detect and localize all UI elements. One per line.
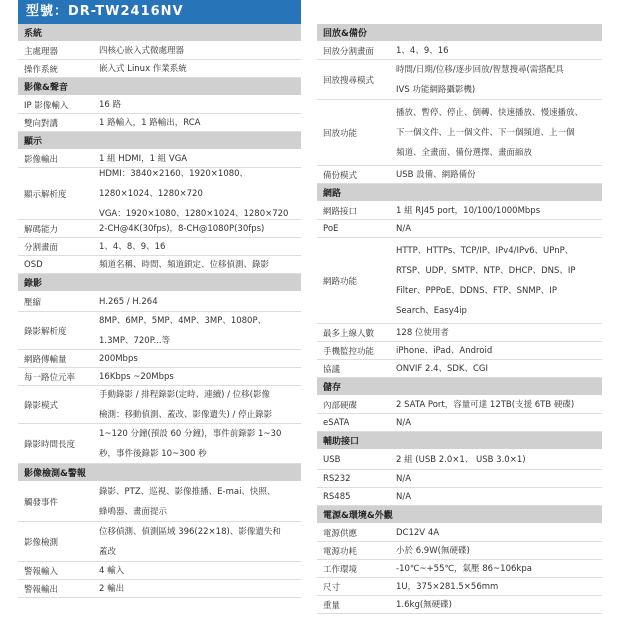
spec-row — [18, 350, 301, 368]
spec-label: 每一路位元率 — [24, 372, 76, 383]
spec-row — [317, 414, 602, 432]
spec-value — [99, 482, 279, 522]
spec-row — [18, 114, 301, 132]
spec-row — [317, 220, 602, 238]
spec-row — [18, 220, 301, 238]
spec-label: 回放功能 — [323, 128, 358, 139]
spec-value-line: HTTP、HTTPs、TCP/IP、IPv4/IPv6、UPnP、 — [396, 245, 574, 256]
spec-value-line: 1U，375×281.5×56mm — [396, 581, 499, 592]
spec-row — [317, 238, 602, 324]
section-header: 輔助接口 — [317, 432, 602, 450]
spec-value — [396, 219, 415, 239]
spec-label: IP 影像輸入 — [24, 100, 69, 111]
spec-value — [396, 487, 415, 507]
spec-row — [18, 424, 301, 464]
spec-label: eSATA — [323, 417, 350, 428]
spec-value — [99, 349, 142, 369]
spec-value-line: N/A — [396, 223, 412, 234]
spec-value — [396, 469, 415, 489]
spec-value-line: 頻道、全畫面、備份選擇、畫面縮放 — [396, 147, 533, 158]
spec-value-line: Search、Easy4ip — [396, 305, 467, 316]
spec-value-line: 4 輸入 — [99, 565, 125, 576]
spec-value-line: ONVIF 2.4、SDK、CGI — [396, 363, 489, 374]
spec-label: 最多上線人數 — [323, 328, 375, 339]
spec-label: 操作系統 — [24, 64, 59, 75]
spec-row — [317, 60, 602, 100]
spec-value — [99, 424, 285, 464]
spec-row — [18, 60, 301, 78]
spec-value — [99, 311, 270, 351]
spec-label: RS232 — [323, 473, 351, 484]
spec-value-line: 8MP、6MP、5MP、4MP、3MP、1080P、 — [99, 315, 267, 326]
spec-label: PoE — [323, 223, 339, 234]
spec-label: 尺寸 — [323, 582, 341, 593]
spec-value — [99, 219, 268, 239]
spec-row — [18, 168, 301, 220]
spec-row — [18, 42, 301, 60]
spec-value — [396, 559, 536, 579]
spec-value-line: N/A — [396, 417, 412, 428]
spec-value-line: 1 組 HDMI，1 組 VGA — [99, 153, 188, 164]
spec-value-line: 1.3MP、720P...等 — [99, 335, 171, 346]
spec-value-line: 錄影、PTZ、巡視、影像推播、E-mai、快照、 — [99, 486, 276, 497]
spec-row — [18, 368, 301, 386]
model-title: 型號：DR-TW2416NV — [18, 0, 301, 24]
spec-value-line: 時間/日期/位移/逐步回放/智慧搜尋(需搭配具 — [396, 64, 564, 75]
spec-value-line: 16 路 — [99, 99, 122, 110]
spec-value-line: 1、4、9、16 — [396, 45, 449, 56]
spec-value-line: 手動錄影 / 排程錄影(定時、連續) / 位移(影像 — [99, 389, 270, 400]
spec-value-line: 蓋改 — [99, 546, 117, 557]
spec-value-line: 2 SATA Port，容量可達 12TB(支援 6TB 硬碟) — [396, 399, 575, 410]
spec-row — [18, 96, 301, 114]
spec-table-left — [18, 24, 301, 598]
spec-value-line: 1 組 RJ45 port，10/100/1000Mbps — [396, 205, 541, 216]
spec-label: 影像檢測 — [24, 537, 59, 548]
spec-label: 觸發事件 — [24, 497, 59, 508]
spec-value-line: IVS 功能網路攝影機) — [396, 84, 476, 95]
spec-value-line: 小於 6.9W(無硬碟) — [396, 545, 470, 556]
spec-value — [99, 561, 128, 581]
spec-value — [396, 577, 502, 597]
spec-value-line: 1.6kg(無硬碟) — [396, 599, 452, 610]
spec-label: 分割畫面 — [24, 242, 59, 253]
spec-row — [317, 166, 602, 184]
spec-value — [396, 523, 443, 543]
section-header: 儲存 — [317, 378, 602, 396]
spec-label: 網路功能 — [323, 276, 358, 287]
spec-row — [18, 562, 301, 580]
spec-value — [396, 450, 530, 470]
spec-row — [317, 202, 602, 220]
spec-label: 內部硬碟 — [323, 400, 358, 411]
spec-value — [396, 60, 568, 100]
spec-row — [317, 470, 602, 488]
section-header: 網路 — [317, 184, 602, 202]
spec-value-line: H.265 / H.264 — [99, 296, 158, 307]
spec-row — [317, 360, 602, 378]
spec-value-line: -10℃~+55℃，氣壓 86~106kpa — [396, 563, 532, 574]
spec-label: 電源供應 — [323, 528, 358, 539]
spec-row — [317, 578, 602, 596]
spec-value-line: USB 設備、網路備份 — [396, 169, 476, 180]
spec-row — [18, 522, 301, 562]
section-header: 影像檢測&警報 — [18, 464, 301, 482]
section-header: 錄影 — [18, 274, 301, 292]
spec-row — [317, 524, 602, 542]
spec-row — [18, 482, 301, 522]
spec-value-line: 頻道名稱、時間、頻道鎖定、位移偵測、錄影 — [99, 259, 270, 270]
spec-label: 顯示解析度 — [24, 189, 67, 200]
spec-label: 備份模式 — [323, 170, 358, 181]
spec-value-line: 16Kbps ~20Mbps — [99, 371, 174, 382]
spec-value — [396, 595, 456, 615]
spec-value — [99, 59, 191, 79]
spec-row — [317, 396, 602, 414]
spec-value-line: 蜂鳴器、畫面提示 — [99, 506, 168, 517]
spec-value-line: 四核心嵌入式微處理器 — [99, 45, 185, 56]
spec-label: 回放分割畫面 — [323, 46, 375, 57]
spec-label: 網路傳輸量 — [24, 354, 67, 365]
spec-row — [317, 42, 602, 60]
spec-value — [99, 237, 169, 257]
spec-value-line: 1~120 分鐘(預設 60 分鐘)，事件前錄影 1~30 — [99, 428, 282, 439]
spec-table-right — [317, 24, 602, 614]
spec-row — [317, 324, 602, 342]
spec-value — [99, 113, 204, 133]
spec-label: 警報輸出 — [24, 584, 59, 595]
spec-label: 網路接口 — [323, 206, 358, 217]
spec-value — [396, 323, 453, 343]
spec-row — [18, 386, 301, 424]
spec-value — [396, 541, 474, 561]
spec-value — [99, 95, 125, 115]
spec-value-line: 2 輸出 — [99, 583, 125, 594]
spec-value — [99, 367, 178, 387]
spec-value-line: RTSP、UDP、SMTP、NTP、DHCP、DNS、IP — [396, 265, 576, 276]
spec-value — [396, 165, 480, 185]
spec-row — [18, 238, 301, 256]
spec-value — [396, 241, 580, 321]
spec-label: RS485 — [323, 491, 351, 502]
spec-value-line: N/A — [396, 491, 412, 502]
spec-value-line: N/A — [396, 473, 412, 484]
spec-value-line: VGA：1920×1080、1280×1024、1280×720 — [99, 208, 289, 219]
spec-label: 警報輸入 — [24, 566, 59, 577]
spec-row — [317, 450, 602, 470]
spec-value-line: 128 位使用者 — [396, 327, 449, 338]
spec-label: 手機監控功能 — [323, 346, 375, 357]
spec-value-line: 2 組 (USB 2.0×1、 USB 3.0×1) — [396, 454, 526, 465]
spec-value — [99, 385, 276, 425]
spec-label: 重量 — [323, 600, 341, 611]
spec-label: 電源功耗 — [323, 546, 358, 557]
spec-value — [396, 41, 453, 61]
spec-label: 主處理器 — [24, 46, 59, 57]
spec-value-line: Filter、PPPoE、DDNS、FTP、SNMP、IP — [396, 285, 557, 296]
spec-label: 回放搜尋模式 — [323, 75, 375, 86]
section-header: 顯示 — [18, 132, 301, 150]
spec-row — [317, 560, 602, 578]
spec-value-line: 1、4、8、9、16 — [99, 241, 166, 252]
spec-label: 錄影時間長度 — [24, 439, 76, 450]
section-header: 電源&環境&外觀 — [317, 506, 602, 524]
spec-value — [99, 579, 128, 599]
spec-label: 協議 — [323, 364, 341, 375]
spec-value — [396, 413, 415, 433]
spec-value — [396, 103, 587, 163]
section-header: 回放&備份 — [317, 24, 602, 42]
spec-value-line: 下一個文件、上一個文件、下一個頻道、上一個 — [396, 127, 575, 138]
spec-value-line: 嵌入式 Linux 作業系統 — [99, 63, 187, 74]
spec-row — [317, 100, 602, 166]
spec-value-line: DC12V 4A — [396, 527, 440, 538]
spec-value-line: 檢測：移動偵測、蓋改、影像遺失) / 停止錄影 — [99, 409, 273, 420]
spec-label: 工作環境 — [323, 564, 358, 575]
spec-value — [396, 359, 492, 379]
spec-value — [396, 395, 578, 415]
spec-value-line: 秒，事件後錄影 10~300 秒 — [99, 448, 207, 459]
spec-value-line: iPhone、iPad、Android — [396, 345, 493, 356]
section-header: 系統 — [18, 24, 301, 42]
spec-value-line: HDMI：3840×2160、1920×1080、 — [99, 168, 249, 179]
spec-value — [99, 255, 273, 275]
spec-row — [317, 342, 602, 360]
spec-value — [396, 341, 496, 361]
spec-value-line: 1 路輸入，1 路輸出，RCA — [99, 117, 201, 128]
spec-row — [317, 596, 602, 614]
spec-row — [18, 256, 301, 274]
spec-value — [396, 201, 544, 221]
spec-label: 雙向對講 — [24, 118, 59, 129]
spec-row — [18, 312, 301, 350]
spec-value-line: 200Mbps — [99, 353, 138, 364]
spec-value — [99, 292, 162, 312]
section-header: 影像&聲音 — [18, 78, 301, 96]
spec-label: 影像輸出 — [24, 154, 59, 165]
spec-value-line: 播放、暫停、停止、倒轉、快速播放、慢速播放、 — [396, 107, 584, 118]
spec-value — [99, 522, 285, 562]
spec-label: 錄影模式 — [24, 400, 59, 411]
spec-row — [18, 580, 301, 598]
spec-value-line: 1280×1024、1280×720 — [99, 188, 203, 199]
spec-label: 壓縮 — [24, 297, 42, 308]
spec-label: 錄影解析度 — [24, 326, 67, 337]
spec-value-line: 位移偵測、偵測區域 396(22×18)、影像遺失和 — [99, 526, 281, 537]
spec-value — [99, 164, 292, 224]
spec-label: OSD — [24, 259, 43, 270]
spec-row — [317, 542, 602, 560]
spec-value — [99, 41, 188, 61]
spec-label: USB — [323, 454, 341, 465]
spec-row — [18, 292, 301, 312]
spec-label: 解碼能力 — [24, 224, 59, 235]
spec-value-line: 2-CH@4K(30fps)，8-CH@1080P(30fps) — [99, 223, 265, 234]
spec-row — [317, 488, 602, 506]
